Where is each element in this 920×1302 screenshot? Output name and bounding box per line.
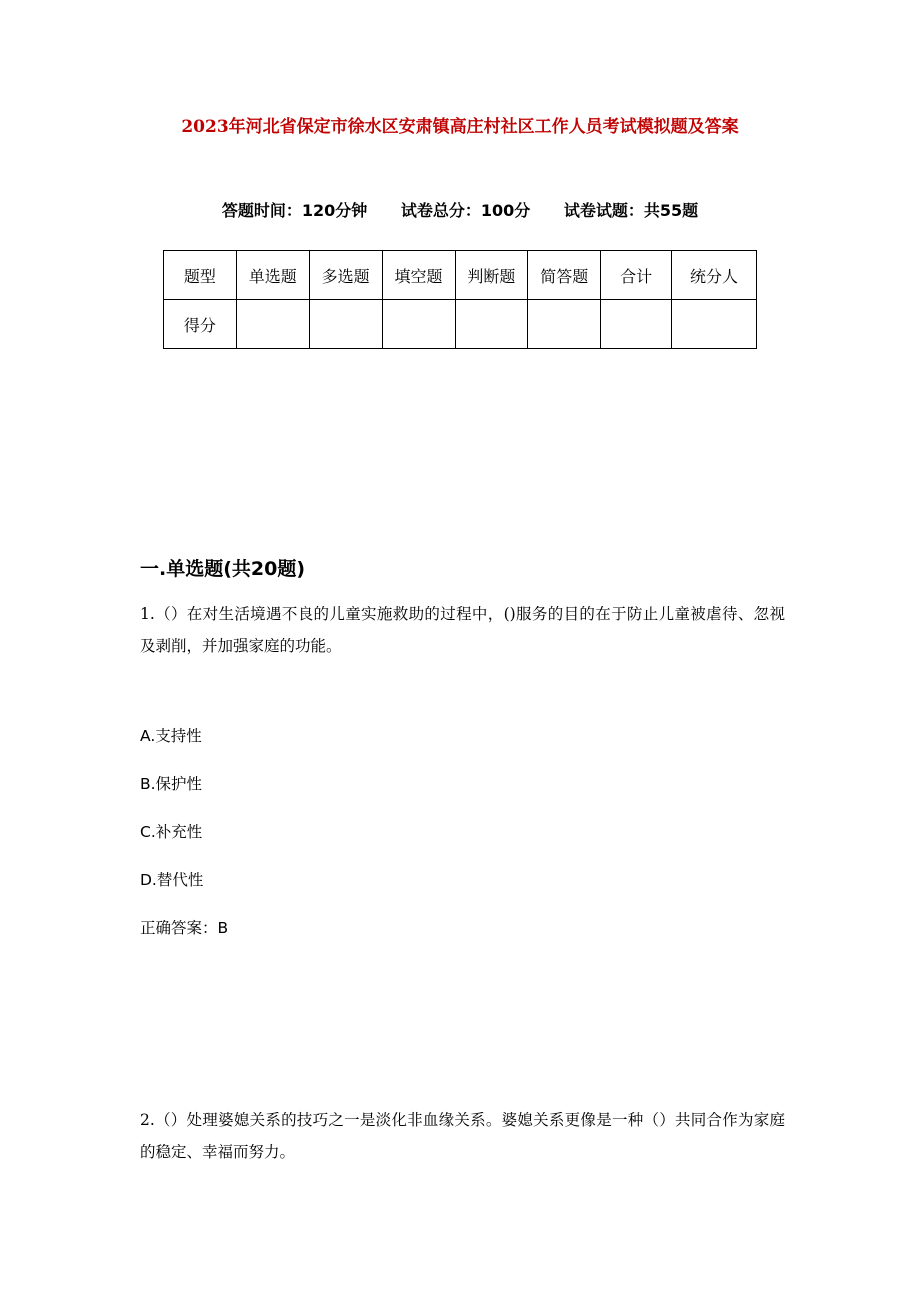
header-cell-judge: 判断题 (455, 251, 528, 300)
header-cell-single: 单选题 (236, 251, 309, 300)
header-cell-scorer: 统分人 (672, 251, 757, 300)
question-2-text: 2.（）处理婆媳关系的技巧之一是淡化非血缘关系。婆媳关系更像是一种（）共同合作为家庭的稳定、幸福而努力。 (140, 1111, 785, 1161)
document-title: 2023年河北省保定市徐水区安肃镇高庄村社区工作人员考试模拟题及答案 (181, 117, 739, 137)
score-cell (382, 300, 455, 349)
question-1-option-a: A.支持性 (140, 727, 202, 745)
question-1-option-c: C.补充性 (140, 823, 203, 841)
exam-total-score: 试卷总分：100分 (400, 201, 531, 220)
score-cell (309, 300, 382, 349)
score-cell (528, 300, 601, 349)
score-table (163, 250, 757, 349)
question-1-text: 1.（）在对生活境遇不良的儿童实施救助的过程中，()服务的目的在于防止儿童被虐待、忽视及剥削，并加强家庭的功能。 (140, 605, 785, 655)
question-1-option-d: D.替代性 (140, 871, 204, 889)
score-table-header-row (164, 251, 757, 300)
score-cell (672, 300, 757, 349)
score-table-score-row (164, 300, 757, 349)
header-cell-type: 题型 (164, 251, 237, 300)
score-row-label: 得分 (164, 300, 237, 349)
exam-question-count: 试卷试题：共55题 (563, 201, 699, 220)
score-cell (236, 300, 309, 349)
header-cell-multi: 多选题 (309, 251, 382, 300)
header-cell-fill: 填空题 (382, 251, 455, 300)
question-1-option-b: B.保护性 (140, 775, 203, 793)
score-cell (601, 300, 672, 349)
exam-meta (0, 198, 920, 221)
question-1-answer: 正确答案：B (140, 919, 229, 937)
section-title: 一.单选题(共20题) (140, 558, 306, 580)
header-cell-total: 合计 (601, 251, 672, 300)
exam-time: 答题时间：120分钟 (221, 201, 368, 220)
score-cell (455, 300, 528, 349)
header-cell-short: 简答题 (528, 251, 601, 300)
